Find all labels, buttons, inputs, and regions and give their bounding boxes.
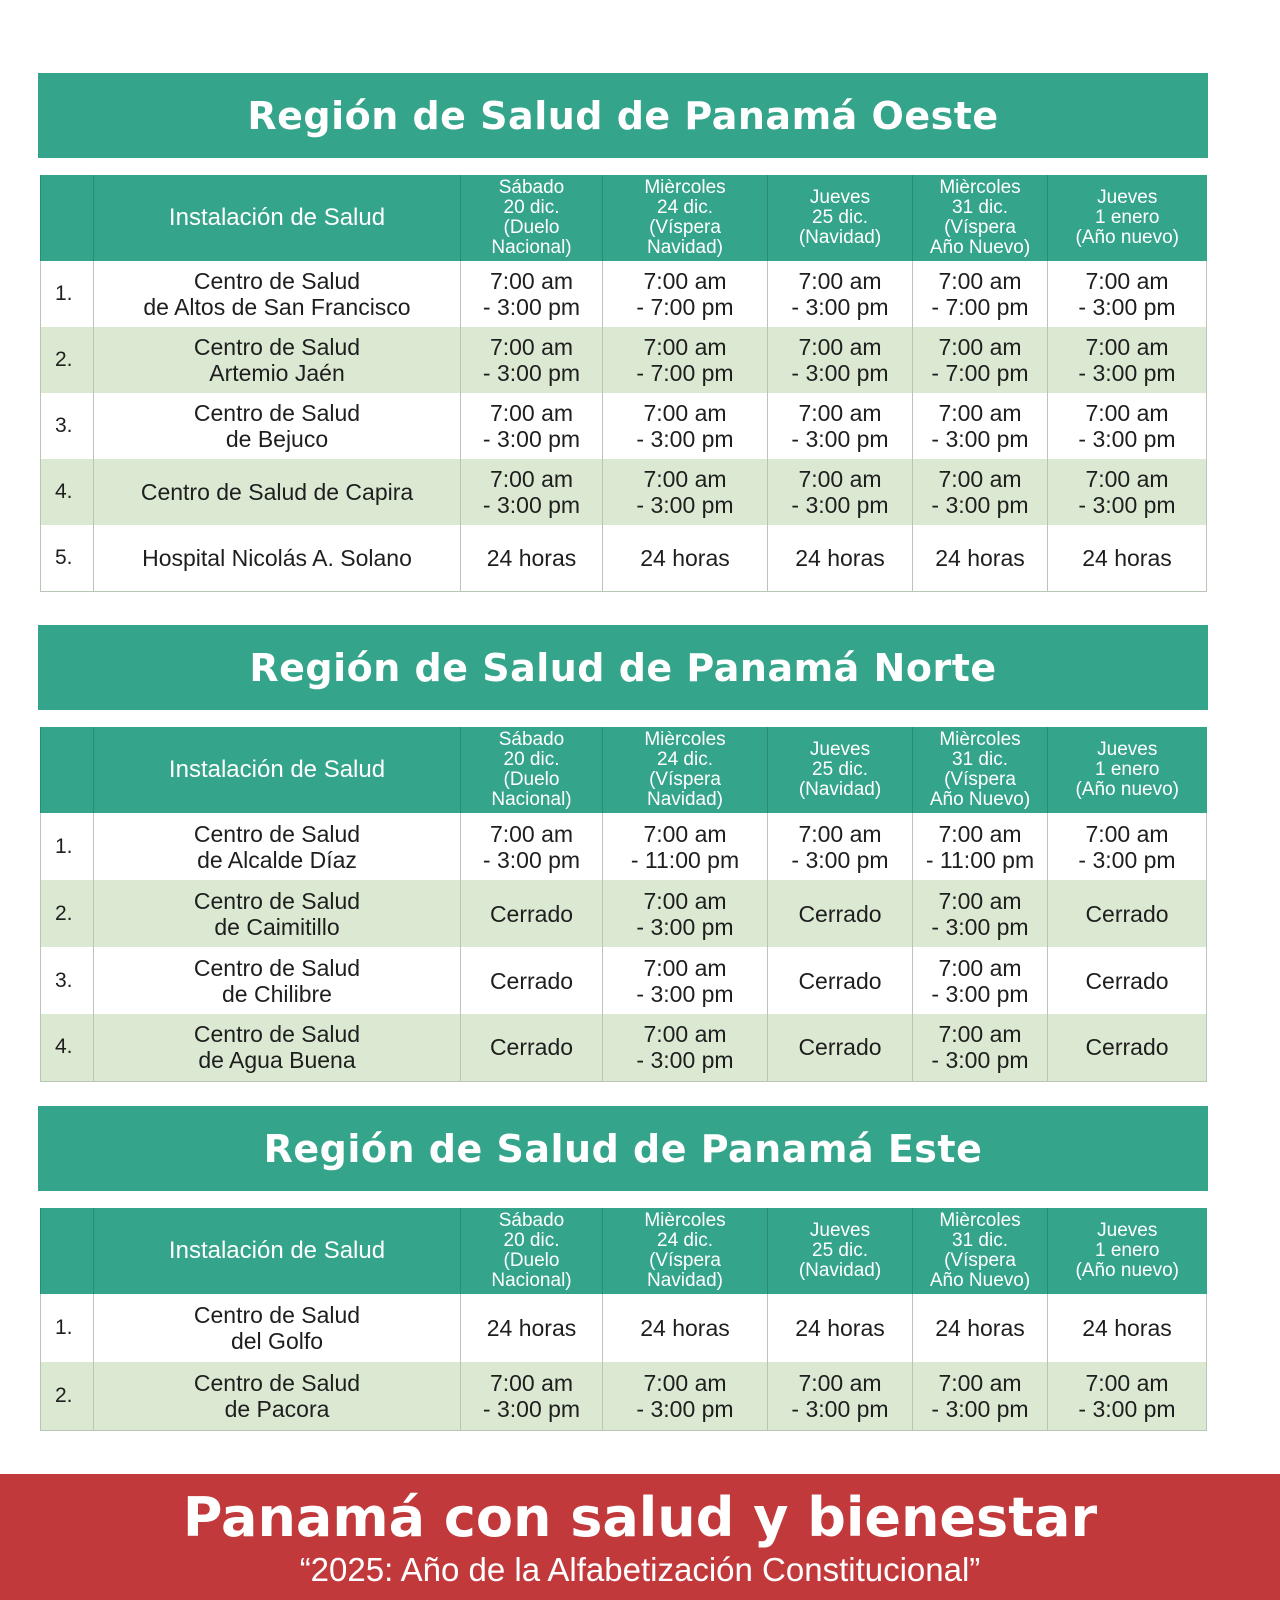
text-line: (Víspera bbox=[649, 1250, 721, 1271]
row-number: 2. bbox=[41, 327, 94, 393]
text-line: - 11:00 pm bbox=[925, 846, 1035, 873]
hours-cell bbox=[461, 880, 603, 947]
text-line: Jueves bbox=[1097, 739, 1158, 760]
text-line: - 3:00 pm bbox=[1078, 492, 1176, 518]
text-line: 7:00 am bbox=[938, 1021, 1022, 1048]
hours-cell bbox=[603, 880, 768, 947]
table-row bbox=[41, 813, 1207, 880]
text-line: (Víspera bbox=[649, 769, 721, 790]
hours-cell bbox=[461, 393, 603, 459]
text-line: Centro de Salud bbox=[193, 334, 361, 360]
text-line: - 3:00 pm bbox=[791, 1395, 889, 1422]
text-line: 24 dic. bbox=[657, 1230, 713, 1251]
hours-cell bbox=[461, 1362, 603, 1430]
text-line: 7:00 am bbox=[1085, 268, 1169, 294]
text-line: Centro de Salud bbox=[193, 887, 361, 914]
facility-name bbox=[94, 1294, 461, 1362]
facility-name bbox=[94, 525, 461, 591]
row-number: 3. bbox=[41, 393, 94, 459]
facility-name bbox=[94, 1014, 461, 1081]
table-row bbox=[41, 525, 1207, 591]
text-line: - 3:00 pm bbox=[482, 360, 581, 386]
hours-cell bbox=[603, 947, 768, 1014]
hours-cell bbox=[913, 947, 1048, 1014]
text-line: Centro de Salud bbox=[193, 820, 361, 847]
text-line: Jueves bbox=[809, 1220, 871, 1241]
header-row bbox=[41, 175, 1207, 261]
hours-cell bbox=[1048, 261, 1207, 327]
facility-name bbox=[94, 1362, 461, 1430]
hours-cell bbox=[768, 1294, 913, 1362]
text-line: 7:00 am bbox=[643, 466, 727, 492]
text-line: Cerrado bbox=[489, 967, 574, 994]
text-line: Jueves bbox=[1097, 187, 1158, 208]
text-line: de Agua Buena bbox=[198, 1047, 356, 1074]
text-line: (Navidad) bbox=[798, 1260, 882, 1281]
table-row bbox=[41, 880, 1207, 947]
text-line: Navidad) bbox=[646, 1270, 724, 1291]
table-row bbox=[41, 459, 1207, 525]
hours-cell bbox=[768, 880, 913, 947]
text-line: - 3:00 pm bbox=[1078, 1395, 1176, 1422]
text-line: Cerrado bbox=[1085, 967, 1169, 994]
text-line: - 7:00 pm bbox=[636, 360, 734, 386]
row-number: 1. bbox=[41, 1294, 94, 1362]
text-line: Cerrado bbox=[798, 1034, 882, 1061]
region-oeste bbox=[38, 73, 1208, 592]
region-este bbox=[38, 1106, 1208, 1431]
hours-cell bbox=[913, 525, 1048, 591]
facility-name bbox=[94, 813, 461, 880]
footer-banner bbox=[0, 1474, 1280, 1600]
header-day bbox=[603, 1208, 768, 1294]
text-line: 7:00 am bbox=[643, 1021, 727, 1048]
text-line: Mièrcoles bbox=[939, 729, 1021, 750]
text-line: Centro de Salud bbox=[193, 1021, 361, 1048]
text-line: 7:00 am bbox=[489, 268, 574, 294]
text-line: - 3:00 pm bbox=[482, 1395, 581, 1422]
row-number: 3. bbox=[41, 947, 94, 1014]
hours-cell bbox=[1048, 813, 1207, 880]
text-line: Cerrado bbox=[798, 967, 882, 994]
hours-cell bbox=[603, 393, 768, 459]
hours-cell bbox=[461, 327, 603, 393]
table-row bbox=[41, 1294, 1207, 1362]
text-line: Mièrcoles bbox=[644, 1210, 726, 1231]
text-line: - 3:00 pm bbox=[1078, 360, 1176, 386]
text-line: Año Nuevo) bbox=[929, 1270, 1031, 1291]
text-line: - 3:00 pm bbox=[636, 426, 734, 452]
hours-cell bbox=[768, 1014, 913, 1081]
text-line: - 3:00 pm bbox=[636, 913, 734, 940]
text-line: - 3:00 pm bbox=[791, 426, 889, 452]
text-line: Mièrcoles bbox=[939, 177, 1021, 198]
text-line: Año Nuevo) bbox=[929, 237, 1031, 258]
text-line: (Víspera bbox=[944, 769, 1016, 790]
text-line: 24 horas bbox=[795, 544, 885, 571]
text-line: Mièrcoles bbox=[644, 729, 726, 750]
hours-cell bbox=[768, 525, 913, 591]
text-line: 1 enero bbox=[1095, 1240, 1160, 1261]
text-line: - 3:00 pm bbox=[482, 294, 581, 320]
region-title: Región de Salud de Panamá Este bbox=[38, 1106, 1208, 1191]
header-day bbox=[913, 727, 1048, 813]
region-title: Región de Salud de Panamá Oeste bbox=[38, 73, 1208, 158]
text-line: 7:00 am bbox=[798, 1369, 882, 1396]
header-day bbox=[1048, 175, 1207, 261]
text-line: - 3:00 pm bbox=[1078, 426, 1176, 452]
text-line: 1 enero bbox=[1095, 759, 1160, 780]
header-facility: Instalación de Salud bbox=[94, 727, 461, 813]
header-day bbox=[913, 1208, 1048, 1294]
hours-cell bbox=[1048, 1362, 1207, 1430]
header-day bbox=[461, 727, 603, 813]
header-row bbox=[41, 727, 1207, 813]
header-row bbox=[41, 1208, 1207, 1294]
text-line: 7:00 am bbox=[643, 887, 727, 914]
text-line: Cerrado bbox=[1085, 1034, 1169, 1061]
header-day bbox=[768, 1208, 913, 1294]
hours-cell bbox=[1048, 525, 1207, 591]
text-line: 7:00 am bbox=[1085, 466, 1169, 492]
text-line: 7:00 am bbox=[643, 954, 727, 981]
text-line: de Pacora bbox=[224, 1395, 330, 1422]
text-line: - 3:00 pm bbox=[931, 1395, 1029, 1422]
text-line: - 3:00 pm bbox=[482, 846, 581, 873]
row-number: 4. bbox=[41, 1014, 94, 1081]
text-line: - 3:00 pm bbox=[791, 294, 889, 320]
text-line: - 3:00 pm bbox=[636, 492, 734, 518]
header-day bbox=[768, 727, 913, 813]
hours-cell bbox=[768, 261, 913, 327]
text-line: 24 horas bbox=[795, 1315, 885, 1341]
text-line: Centro de Salud bbox=[193, 268, 361, 294]
hours-cell bbox=[1048, 393, 1207, 459]
text-line: 7:00 am bbox=[489, 1369, 574, 1396]
text-line: - 3:00 pm bbox=[1078, 846, 1176, 873]
hours-cell bbox=[768, 459, 913, 525]
text-line: (Duelo bbox=[503, 769, 560, 790]
text-line: de Alcalde Díaz bbox=[197, 846, 357, 873]
text-line: de Altos de San Francisco bbox=[143, 294, 411, 320]
header-number bbox=[41, 175, 94, 261]
header-day bbox=[768, 175, 913, 261]
text-line: 7:00 am bbox=[1085, 1369, 1169, 1396]
text-line: Navidad) bbox=[646, 237, 724, 258]
header-number bbox=[41, 727, 94, 813]
text-line: - 3:00 pm bbox=[1078, 294, 1176, 320]
text-line: Año Nuevo) bbox=[929, 789, 1031, 810]
text-line: - 7:00 pm bbox=[931, 294, 1029, 320]
hours-cell bbox=[461, 813, 603, 880]
text-line: Nacional) bbox=[491, 237, 572, 258]
text-line: 7:00 am bbox=[1085, 334, 1169, 360]
text-line: 25 dic. bbox=[812, 1240, 868, 1261]
text-line: Jueves bbox=[1097, 1220, 1158, 1241]
text-line: 7:00 am bbox=[643, 1369, 727, 1396]
text-line: 24 horas bbox=[935, 544, 1025, 571]
text-line: Cerrado bbox=[1085, 900, 1169, 927]
text-line: Mièrcoles bbox=[644, 177, 726, 198]
text-line: 24 horas bbox=[1082, 1315, 1172, 1341]
text-line: Navidad) bbox=[646, 789, 724, 810]
facility-name bbox=[94, 327, 461, 393]
text-line: 25 dic. bbox=[812, 207, 868, 228]
table-row bbox=[41, 947, 1207, 1014]
text-line: 7:00 am bbox=[798, 334, 882, 360]
hours-cell bbox=[1048, 327, 1207, 393]
text-line: - 3:00 pm bbox=[931, 1047, 1029, 1074]
text-line: 24 dic. bbox=[657, 749, 713, 770]
hours-cell bbox=[768, 393, 913, 459]
hours-cell bbox=[913, 261, 1048, 327]
facility-name bbox=[94, 393, 461, 459]
table-row bbox=[41, 1362, 1207, 1430]
row-number: 1. bbox=[41, 813, 94, 880]
hours-cell bbox=[1048, 880, 1207, 947]
hours-cell bbox=[768, 1362, 913, 1430]
text-line: de Chilibre bbox=[222, 980, 332, 1007]
text-line: 24 horas bbox=[935, 1315, 1025, 1341]
text-line: - 3:00 pm bbox=[931, 426, 1029, 452]
hours-cell bbox=[1048, 459, 1207, 525]
hours-cell bbox=[913, 1014, 1048, 1081]
row-number: 5. bbox=[41, 525, 94, 591]
hours-cell bbox=[913, 459, 1048, 525]
text-line: 24 horas bbox=[486, 544, 577, 571]
text-line: - 7:00 pm bbox=[931, 360, 1029, 386]
text-line: de Bejuco bbox=[225, 426, 329, 452]
text-line: 7:00 am bbox=[938, 887, 1022, 914]
text-line: (Navidad) bbox=[798, 779, 882, 800]
text-line: (Año nuevo) bbox=[1075, 1260, 1179, 1281]
table-row bbox=[41, 261, 1207, 327]
text-line: del Golfo bbox=[230, 1328, 324, 1354]
region-title: Región de Salud de Panamá Norte bbox=[38, 625, 1208, 710]
text-line: 24 horas bbox=[1082, 544, 1172, 571]
hours-cell bbox=[1048, 947, 1207, 1014]
facility-name bbox=[94, 880, 461, 947]
text-line: 20 dic. bbox=[503, 197, 560, 218]
text-line: Artemio Jaén bbox=[209, 360, 345, 386]
text-line: (Navidad) bbox=[798, 227, 882, 248]
text-line: Jueves bbox=[809, 739, 871, 760]
text-line: 24 horas bbox=[486, 1315, 577, 1341]
table-row bbox=[41, 1014, 1207, 1081]
hours-cell bbox=[913, 1362, 1048, 1430]
text-line: 7:00 am bbox=[643, 334, 727, 360]
facility-name bbox=[94, 459, 461, 525]
text-line: de Caimitillo bbox=[214, 913, 340, 940]
hours-cell bbox=[603, 525, 768, 591]
text-line: Nacional) bbox=[491, 1270, 572, 1291]
hours-cell bbox=[913, 1294, 1048, 1362]
text-line: Centro de Salud bbox=[193, 954, 361, 981]
hours-cell bbox=[461, 947, 603, 1014]
header-day bbox=[913, 175, 1048, 261]
hours-cell bbox=[1048, 1014, 1207, 1081]
text-line: 7:00 am bbox=[798, 400, 882, 426]
facility-name bbox=[94, 261, 461, 327]
schedule-table bbox=[40, 727, 1207, 1082]
schedule-table bbox=[40, 175, 1207, 592]
header-day bbox=[1048, 1208, 1207, 1294]
header-day bbox=[603, 175, 768, 261]
text-line: (Duelo bbox=[503, 1250, 560, 1271]
hours-cell bbox=[768, 947, 913, 1014]
hours-cell bbox=[461, 1294, 603, 1362]
header-facility: Instalación de Salud bbox=[94, 1208, 461, 1294]
header-day bbox=[1048, 727, 1207, 813]
text-line: 20 dic. bbox=[503, 1230, 560, 1251]
text-line: 7:00 am bbox=[938, 466, 1022, 492]
facility-name bbox=[94, 947, 461, 1014]
text-line: 7:00 am bbox=[798, 820, 882, 847]
text-line: - 3:00 pm bbox=[791, 360, 889, 386]
text-line: 25 dic. bbox=[812, 759, 868, 780]
hours-cell bbox=[913, 813, 1048, 880]
text-line: Mièrcoles bbox=[939, 1210, 1021, 1231]
hours-cell bbox=[461, 459, 603, 525]
text-line: Centro de Salud de Capira bbox=[140, 479, 414, 505]
text-line: (Víspera bbox=[649, 217, 721, 238]
header-day bbox=[461, 175, 603, 261]
text-line: - 11:00 pm bbox=[630, 846, 740, 873]
text-line: 20 dic. bbox=[503, 749, 560, 770]
row-number: 4. bbox=[41, 459, 94, 525]
text-line: 7:00 am bbox=[938, 1369, 1022, 1396]
row-number: 2. bbox=[41, 880, 94, 947]
text-line: Hospital Nicolás A. Solano bbox=[142, 544, 412, 571]
text-line: 7:00 am bbox=[489, 820, 574, 847]
header-facility: Instalación de Salud bbox=[94, 175, 461, 261]
text-line: Cerrado bbox=[489, 900, 574, 927]
text-line: 31 dic. bbox=[952, 1230, 1008, 1251]
hours-cell bbox=[913, 393, 1048, 459]
text-line: 7:00 am bbox=[938, 334, 1022, 360]
text-line: 1 enero bbox=[1095, 207, 1160, 228]
text-line: 7:00 am bbox=[938, 820, 1022, 847]
text-line: 7:00 am bbox=[798, 466, 882, 492]
text-line: 7:00 am bbox=[489, 334, 574, 360]
hours-cell bbox=[603, 459, 768, 525]
text-line: 24 horas bbox=[640, 544, 730, 571]
text-line: Cerrado bbox=[798, 900, 882, 927]
text-line: (Víspera bbox=[944, 1250, 1016, 1271]
region-norte bbox=[38, 625, 1208, 1082]
text-line: 7:00 am bbox=[643, 400, 727, 426]
hours-cell bbox=[461, 525, 603, 591]
hours-cell bbox=[461, 261, 603, 327]
text-line: - 3:00 pm bbox=[931, 913, 1029, 940]
hours-cell bbox=[603, 327, 768, 393]
footer-title: Panamá con salud y bienestar bbox=[182, 1486, 1098, 1549]
text-line: - 3:00 pm bbox=[931, 980, 1029, 1007]
hours-cell bbox=[768, 327, 913, 393]
text-line: - 3:00 pm bbox=[791, 846, 889, 873]
header-day bbox=[461, 1208, 603, 1294]
text-line: 7:00 am bbox=[798, 268, 882, 294]
text-line: Centro de Salud bbox=[193, 1369, 361, 1396]
text-line: 7:00 am bbox=[1085, 820, 1169, 847]
text-line: (Duelo bbox=[503, 217, 560, 238]
text-line: Centro de Salud bbox=[193, 1302, 361, 1328]
header-day bbox=[603, 727, 768, 813]
hours-cell bbox=[1048, 1294, 1207, 1362]
text-line: - 3:00 pm bbox=[482, 492, 581, 518]
text-line: 7:00 am bbox=[643, 268, 727, 294]
text-line: - 3:00 pm bbox=[931, 492, 1029, 518]
text-line: (Año nuevo) bbox=[1075, 779, 1179, 800]
hours-cell bbox=[913, 327, 1048, 393]
table-row bbox=[41, 327, 1207, 393]
text-line: 7:00 am bbox=[489, 400, 574, 426]
text-line: Centro de Salud bbox=[193, 400, 361, 426]
text-line: - 3:00 pm bbox=[482, 426, 581, 452]
text-line: Cerrado bbox=[489, 1034, 574, 1061]
text-line: 7:00 am bbox=[489, 466, 574, 492]
text-line: - 3:00 pm bbox=[636, 980, 734, 1007]
text-line: 7:00 am bbox=[1085, 400, 1169, 426]
text-line: 7:00 am bbox=[938, 268, 1022, 294]
hours-cell bbox=[603, 1362, 768, 1430]
text-line: - 3:00 pm bbox=[791, 492, 889, 518]
footer-subtitle: “2025: Año de la Alfabetización Constitucional” bbox=[299, 1551, 981, 1588]
text-line: - 3:00 pm bbox=[636, 1395, 734, 1422]
text-line: - 7:00 pm bbox=[636, 294, 734, 320]
text-line: Jueves bbox=[809, 187, 871, 208]
text-line: Sábado bbox=[498, 177, 565, 198]
text-line: 7:00 am bbox=[643, 820, 727, 847]
hours-cell bbox=[461, 1014, 603, 1081]
hours-cell bbox=[603, 813, 768, 880]
hours-cell bbox=[603, 261, 768, 327]
text-line: 31 dic. bbox=[952, 197, 1008, 218]
header-number bbox=[41, 1208, 94, 1294]
text-line: 24 dic. bbox=[657, 197, 713, 218]
text-line: - 3:00 pm bbox=[636, 1047, 734, 1074]
table-row bbox=[41, 393, 1207, 459]
text-line: 24 horas bbox=[640, 1315, 730, 1341]
text-line: Nacional) bbox=[491, 789, 572, 810]
row-number: 1. bbox=[41, 261, 94, 327]
hours-cell bbox=[768, 813, 913, 880]
row-number: 2. bbox=[41, 1362, 94, 1430]
text-line: (Año nuevo) bbox=[1075, 227, 1179, 248]
text-line: 31 dic. bbox=[952, 749, 1008, 770]
schedule-table bbox=[40, 1208, 1207, 1431]
hours-cell bbox=[603, 1014, 768, 1081]
text-line: 7:00 am bbox=[938, 400, 1022, 426]
text-line: Sábado bbox=[498, 729, 565, 750]
hours-cell bbox=[603, 1294, 768, 1362]
text-line: Sábado bbox=[498, 1210, 565, 1231]
text-line: 7:00 am bbox=[938, 954, 1022, 981]
hours-cell bbox=[913, 880, 1048, 947]
text-line: (Víspera bbox=[944, 217, 1016, 238]
